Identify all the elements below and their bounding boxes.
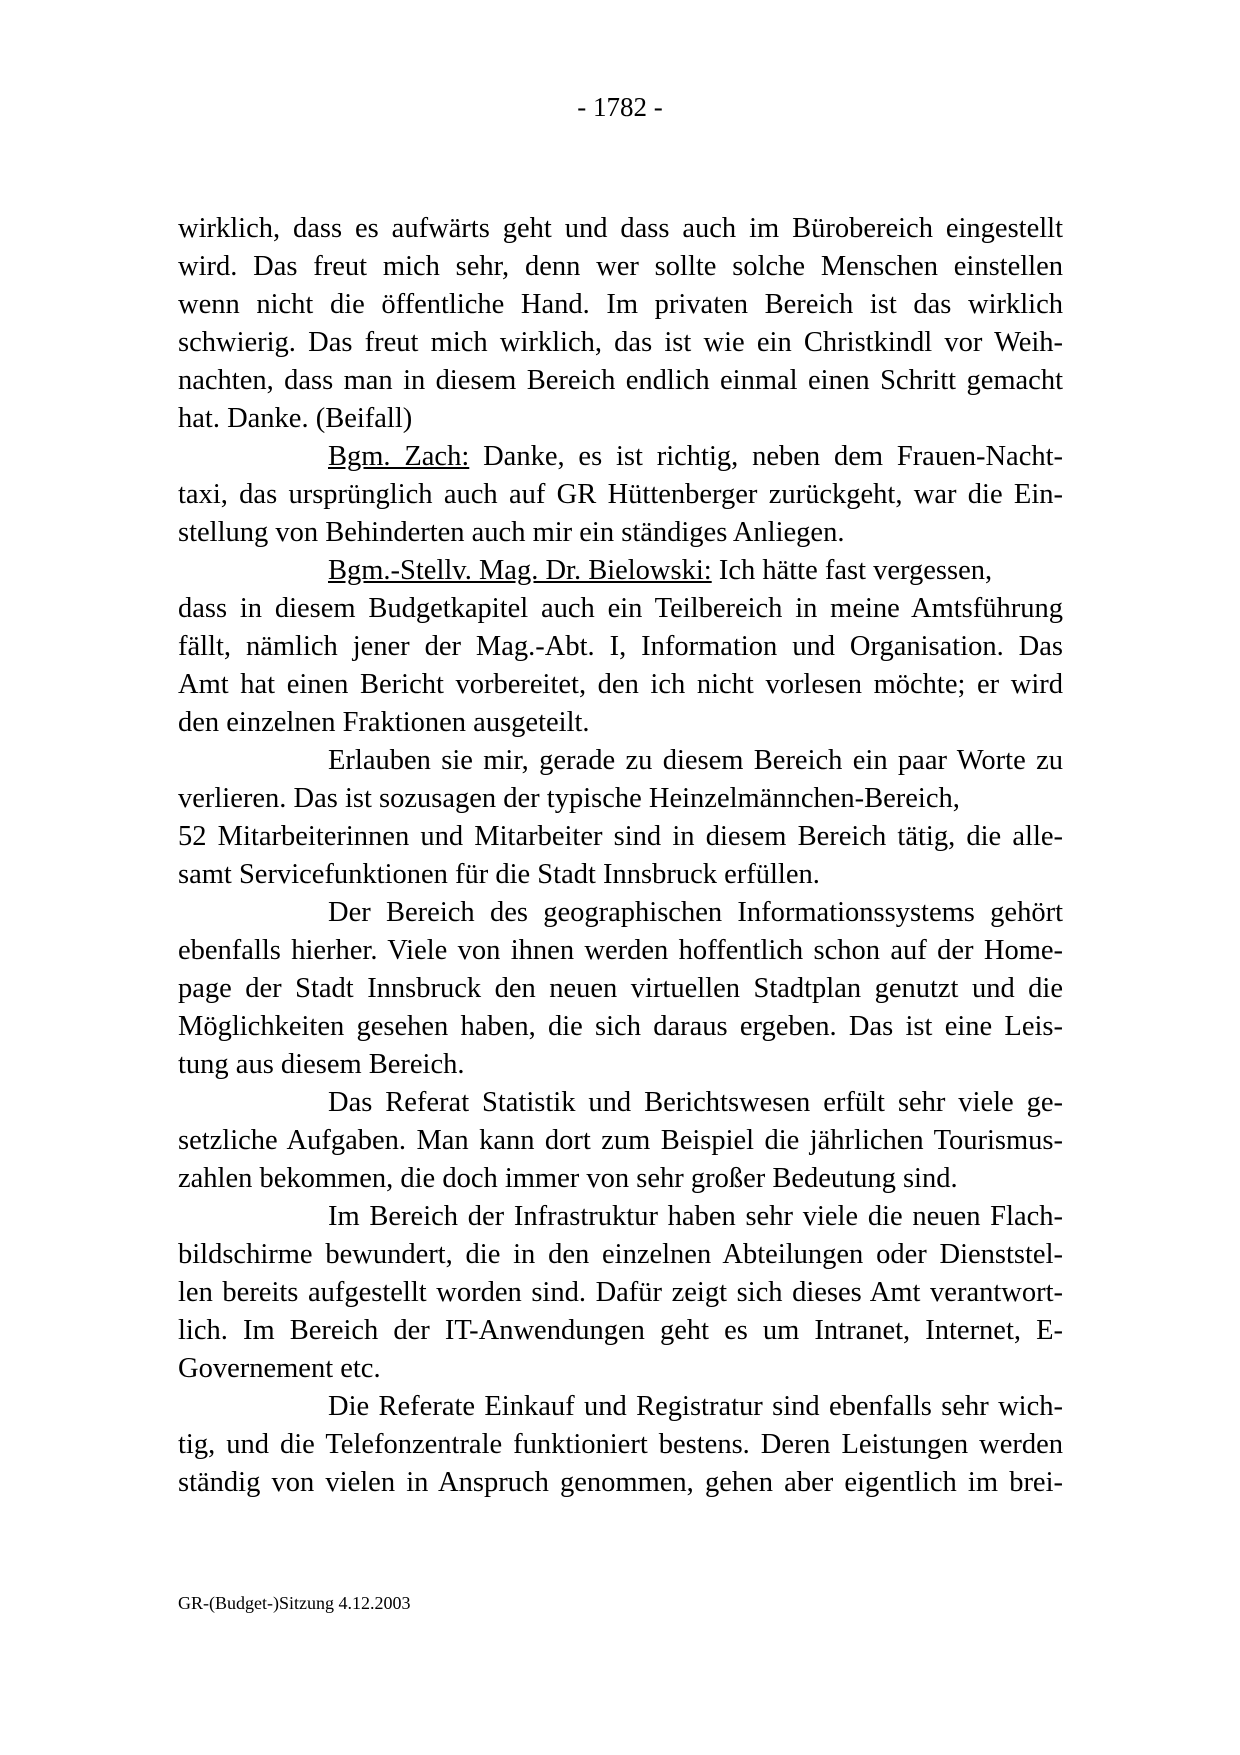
text-line: ständig von vielen in Anspruch genommen, gehen aber eigentlich im brei-: [178, 1467, 1063, 1498]
text-line: Erlauben sie mir, gerade zu diesem Bereich ein paar Worte zu: [328, 745, 1063, 776]
speaker-name: Bgm.-Stellv. Mag. Dr. Bielowski:: [328, 555, 712, 586]
speaker-text: Danke, es ist richtig, neben dem Frauen-Nacht-: [483, 441, 1064, 472]
text-line: samt Servicefunktionen für die Stadt Innsbruck erfüllen.: [178, 859, 820, 890]
text-line: verlieren. Das ist sozusagen der typische Heinzelmännchen-Bereich,: [178, 783, 960, 814]
text-line: Das Referat Statistik und Berichtswesen erfült sehr viele ge-: [328, 1087, 1063, 1118]
text-line: Der Bereich des geographischen Informationssystems gehört: [328, 897, 1063, 928]
text-line: tig, und die Telefonzentrale funktioniert bestens. Deren Leistungen werden: [178, 1429, 1063, 1460]
text-line: ebenfalls hierher. Viele von ihnen werden hoffentlich schon auf der Home-: [178, 935, 1063, 966]
text-line: Amt hat einen Bericht vorbereitet, den ich nicht vorlesen möchte; er wird: [178, 669, 1063, 700]
text-line: 52 Mitarbeiterinnen und Mitarbeiter sind in diesem Bereich tätig, die alle-: [178, 821, 1063, 852]
text-line: wirklich, dass es aufwärts geht und dass auch im Bürobereich eingestellt: [178, 213, 1063, 244]
text-line: zahlen bekommen, die doch immer von sehr großer Bedeutung sind.: [178, 1163, 958, 1194]
text-line: schwierig. Das freut mich wirklich, das ist wie ein Christkindl vor Weih-: [178, 327, 1063, 358]
text-line: nachten, dass man in diesem Bereich endlich einmal einen Schritt gemacht: [178, 365, 1063, 396]
speaker-text: Ich hätte fast vergessen,: [718, 555, 993, 586]
text-line: lich. Im Bereich der IT-Anwendungen geht es um Intranet, Internet, E-: [178, 1315, 1063, 1346]
text-line: Im Bereich der Infrastruktur haben sehr viele die neuen Flach-: [328, 1201, 1063, 1232]
text-line: bildschirme bewundert, die in den einzelnen Abteilungen oder Dienststel-: [178, 1239, 1063, 1270]
text-line: Governement etc.: [178, 1353, 381, 1384]
text-line: fällt, nämlich jener der Mag.-Abt. I, Information und Organisation. Das: [178, 631, 1063, 662]
speaker-line-zach: [178, 438, 1063, 476]
footer-session: GR-(Budget-)Sitzung 4.12.2003: [178, 1593, 411, 1613]
text-line: tung aus diesem Bereich.: [178, 1049, 465, 1080]
page-number: - 1782 -: [577, 92, 663, 122]
text-line: wird. Das freut mich sehr, denn wer sollte solche Menschen einstellen: [178, 251, 1063, 282]
speaker-line-bielowski: [178, 552, 1063, 590]
text-line: stellung von Behinderten auch mir ein ständiges Anliegen.: [178, 517, 845, 548]
speaker-name: Bgm. Zach:: [328, 441, 470, 472]
text-line: len bereits aufgestellt worden sind. Dafür zeigt sich dieses Amt verantwort-: [178, 1277, 1063, 1308]
text-line: dass in diesem Budgetkapitel auch ein Teilbereich in meine Amtsführung: [178, 593, 1063, 624]
text-line: hat. Danke. (Beifall): [178, 403, 413, 434]
text-line: taxi, das ursprünglich auch auf GR Hüttenberger zurückgeht, war die Ein-: [178, 479, 1063, 510]
text-line: wenn nicht die öffentliche Hand. Im privaten Bereich ist das wirklich: [178, 289, 1063, 320]
text-line: den einzelnen Fraktionen ausgeteilt.: [178, 707, 590, 738]
text-line: setzliche Aufgaben. Man kann dort zum Beispiel die jährlichen Tourismus-: [178, 1125, 1063, 1156]
text-line: page der Stadt Innsbruck den neuen virtuellen Stadtplan genutzt und die: [178, 973, 1063, 1004]
text-line: Die Referate Einkauf und Registratur sind ebenfalls sehr wich-: [328, 1391, 1063, 1422]
text-line: Möglichkeiten gesehen haben, die sich daraus ergeben. Das ist eine Leis-: [178, 1011, 1063, 1042]
